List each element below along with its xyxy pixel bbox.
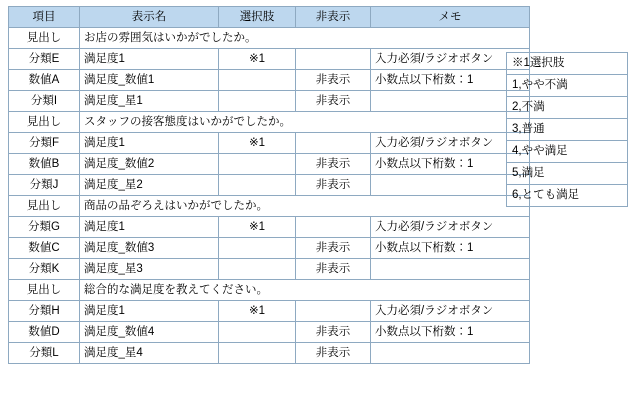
cell-hidden: 非表示 bbox=[296, 175, 371, 196]
cell-item: 分類J bbox=[9, 175, 80, 196]
table-row bbox=[9, 343, 530, 364]
table-row bbox=[9, 322, 530, 343]
cell-item: 見出し bbox=[9, 112, 80, 133]
cell-display-name: 満足度_星4 bbox=[80, 343, 219, 364]
cell-options bbox=[219, 154, 296, 175]
cell-memo: 小数点以下桁数：1 bbox=[371, 154, 530, 175]
cell-options: ※1 bbox=[219, 133, 296, 154]
field-spec-table bbox=[8, 6, 530, 364]
table-row bbox=[9, 238, 530, 259]
cell-item: 分類F bbox=[9, 133, 80, 154]
cell-memo: 入力必須/ラジオボタン bbox=[371, 133, 530, 154]
table-row bbox=[9, 280, 530, 301]
cell-memo: 入力必須/ラジオボタン bbox=[371, 217, 530, 238]
cell-memo: 入力必須/ラジオボタン bbox=[371, 49, 530, 70]
column-header-item: 項目 bbox=[9, 7, 80, 28]
table-row bbox=[9, 49, 530, 70]
legend-item: 1,やや不満 bbox=[507, 75, 628, 97]
cell-hidden: 非表示 bbox=[296, 259, 371, 280]
cell-display-name: 商品の品ぞろえはいかがでしたか。 bbox=[80, 196, 530, 217]
cell-options: ※1 bbox=[219, 301, 296, 322]
cell-display-name: 満足度_数値2 bbox=[80, 154, 219, 175]
cell-item: 分類E bbox=[9, 49, 80, 70]
cell-memo: 小数点以下桁数：1 bbox=[371, 322, 530, 343]
cell-display-name: 満足度_数値1 bbox=[80, 70, 219, 91]
cell-hidden: 非表示 bbox=[296, 70, 371, 91]
cell-memo bbox=[371, 259, 530, 280]
cell-display-name: 満足度1 bbox=[80, 133, 219, 154]
cell-item: 数値C bbox=[9, 238, 80, 259]
options-legend-table bbox=[506, 52, 628, 207]
cell-item: 分類G bbox=[9, 217, 80, 238]
cell-item: 数値D bbox=[9, 322, 80, 343]
cell-display-name: お店の雰囲気はいかがでしたか。 bbox=[80, 28, 530, 49]
cell-item: 分類H bbox=[9, 301, 80, 322]
cell-hidden: 非表示 bbox=[296, 343, 371, 364]
cell-display-name: 満足度_星2 bbox=[80, 175, 219, 196]
cell-memo: 入力必須/ラジオボタン bbox=[371, 301, 530, 322]
cell-hidden: 非表示 bbox=[296, 322, 371, 343]
cell-memo: 小数点以下桁数：1 bbox=[371, 70, 530, 91]
cell-item: 数値B bbox=[9, 154, 80, 175]
cell-hidden bbox=[296, 133, 371, 154]
legend-item: 2,不満 bbox=[507, 97, 628, 119]
table-row bbox=[9, 154, 530, 175]
cell-item: 分類I bbox=[9, 91, 80, 112]
cell-display-name: 満足度_星3 bbox=[80, 259, 219, 280]
cell-display-name: 総合的な満足度を教えてください。 bbox=[80, 280, 530, 301]
cell-hidden bbox=[296, 301, 371, 322]
column-header-options: 選択肢 bbox=[219, 7, 296, 28]
cell-options bbox=[219, 238, 296, 259]
cell-options bbox=[219, 343, 296, 364]
cell-options bbox=[219, 259, 296, 280]
cell-options bbox=[219, 70, 296, 91]
legend-row bbox=[507, 185, 628, 207]
cell-display-name: 満足度1 bbox=[80, 217, 219, 238]
cell-hidden: 非表示 bbox=[296, 154, 371, 175]
cell-options: ※1 bbox=[219, 217, 296, 238]
cell-display-name: 満足度1 bbox=[80, 49, 219, 70]
legend-row bbox=[507, 97, 628, 119]
legend-item: 5,満足 bbox=[507, 163, 628, 185]
table-row bbox=[9, 133, 530, 154]
cell-hidden bbox=[296, 217, 371, 238]
cell-display-name: 満足度1 bbox=[80, 301, 219, 322]
table-body bbox=[9, 28, 530, 364]
cell-item: 分類K bbox=[9, 259, 80, 280]
cell-memo: 小数点以下桁数：1 bbox=[371, 238, 530, 259]
legend-row bbox=[507, 53, 628, 75]
legend-row bbox=[507, 141, 628, 163]
legend-row bbox=[507, 75, 628, 97]
cell-options: ※1 bbox=[219, 49, 296, 70]
legend-item: 6,とても満足 bbox=[507, 185, 628, 207]
cell-hidden bbox=[296, 49, 371, 70]
cell-item: 数値A bbox=[9, 70, 80, 91]
column-header-memo: メモ bbox=[371, 7, 530, 28]
cell-display-name: スタッフの接客態度はいかがでしたか。 bbox=[80, 112, 530, 133]
cell-hidden: 非表示 bbox=[296, 91, 371, 112]
cell-options bbox=[219, 175, 296, 196]
legend-row bbox=[507, 163, 628, 185]
table-row bbox=[9, 196, 530, 217]
legend-item: 4,やや満足 bbox=[507, 141, 628, 163]
legend-row bbox=[507, 119, 628, 141]
cell-display-name: 満足度_数値4 bbox=[80, 322, 219, 343]
table-header bbox=[9, 7, 530, 28]
table-header-row bbox=[9, 7, 530, 28]
column-header-hidden: 非表示 bbox=[296, 7, 371, 28]
table-row bbox=[9, 301, 530, 322]
cell-item: 分類L bbox=[9, 343, 80, 364]
table-row bbox=[9, 112, 530, 133]
table-row bbox=[9, 217, 530, 238]
table-row bbox=[9, 175, 530, 196]
cell-display-name: 満足度_数値3 bbox=[80, 238, 219, 259]
cell-display-name: 満足度_星1 bbox=[80, 91, 219, 112]
cell-item: 見出し bbox=[9, 28, 80, 49]
cell-item: 見出し bbox=[9, 196, 80, 217]
legend-title: ※1選択肢 bbox=[507, 53, 628, 75]
cell-options bbox=[219, 91, 296, 112]
table-row bbox=[9, 91, 530, 112]
column-header-display-name: 表示名 bbox=[80, 7, 219, 28]
table-row bbox=[9, 259, 530, 280]
table-row bbox=[9, 70, 530, 91]
legend-item: 3,普通 bbox=[507, 119, 628, 141]
cell-memo bbox=[371, 343, 530, 364]
cell-options bbox=[219, 322, 296, 343]
table-row bbox=[9, 28, 530, 49]
cell-hidden: 非表示 bbox=[296, 238, 371, 259]
legend-body bbox=[507, 53, 628, 207]
cell-item: 見出し bbox=[9, 280, 80, 301]
